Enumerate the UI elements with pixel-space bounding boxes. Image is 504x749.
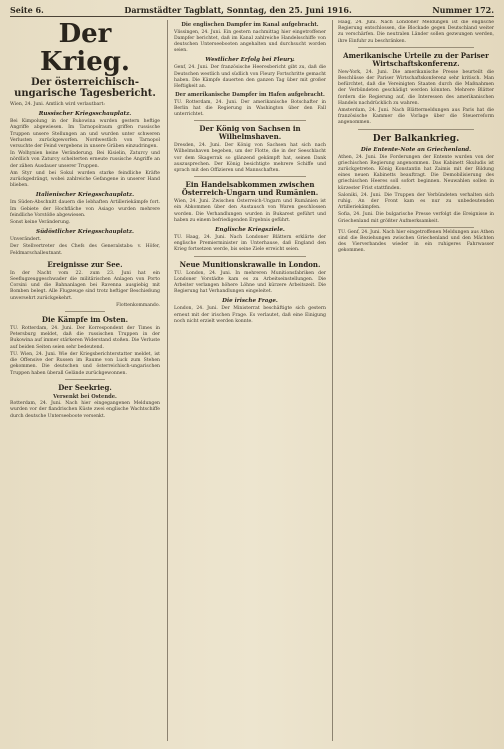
article-paragraph: TU. London, 24. Juni. In mehreren Munitionsfabriken der Londoner Vorstädte kam es zu Arbeitseinstellungen. Die Arbeiter verlangen höhere Löhne und kürzere Arbeitszeit. Die Regierung hat Verhandlungen eingeleitet. — [174, 270, 326, 295]
article-headline: Neue Munitionskrawalle in London. — [179, 259, 321, 269]
divider — [358, 129, 474, 130]
article-paragraph: Amsterdam, 24. Juni. Nach Blättermeldungen aus Paris hat die französische Kammer die Vorlage über die Steuerreform angenommen. — [338, 108, 494, 126]
article-paragraph: Saloniki, 24. Juni. Die Truppen der Verbündeten verhalten sich ruhig. An der Front kam es nur zu unbedeutenden Artilleriekämpfen. — [338, 192, 494, 211]
article-paragraph: Unverändert. — [10, 237, 42, 243]
article-paragraph: Im Süden-Abschnitt dauern die lebhaften Artilleriekämpfe fort. Im Gebiete der Hochfläche von Asiago wurden mehrere feindliche Vorstöße abgewiesen. — [10, 200, 160, 218]
column-2 — [174, 20, 326, 743]
article-headline: Der König von Sachsen in Wilhelmshaven. — [199, 124, 301, 142]
article-paragraph: Am Styr und bei Sokul wurden starke feindliche Kräfte zurückgedrängt, wobei zahlreiche Gefangene in unserer Hand blieben. — [10, 170, 160, 189]
article-signature: Flottenkommando. — [116, 302, 160, 308]
divider — [358, 47, 474, 48]
article-paragraph: Bei Kimpolung in der Bukowina wurden gestern heftige Angriffe abgewiesen. Im Tarnopolraum griffen russische Truppen unsere Stellungen an und wurden unter schweren Verlusten zurückgeworfen. Nordwestlich von Tarnopol versuchte der Feind vergebens in unsere Gräben einzudringen. — [10, 119, 160, 150]
article-paragraph: Rotterdam, 24. Juni. Nach hier eingegangenen Meldungen wurden vor der flandrischen Küste zwei englische Wachtschiffe durch deutsche Unterseeboote versenkt. — [10, 401, 160, 419]
article-paragraph: TU. Rotterdam, 24. Juni. Der amerikanische Botschafter in Berlin hat die Regierung in Washington über den Fall unterrichtet. — [174, 99, 326, 118]
article-paragraph: TU. Genf, 24. Juni. Nach hier eingetroffenen Meldungen aus Athen sind die Beziehungen zwischen Griechenland und den Mächten des Vierverbandes wieder in ein ruhigeres Fahrwasser gekommen. — [338, 229, 494, 254]
divider — [65, 311, 105, 312]
article-paragraph: Haag, 24. Juni. Nach Londoner Meldungen ist die englische Regierung entschlossen, die Blockade gegen Deutschland weiter zu verschärfen. Die neutralen Länder sollen gezwungen werden, ihre Einfuhr zu beschränken. — [338, 20, 494, 44]
article-paragraph: Sonst keine Veränderung. — [10, 220, 71, 226]
article-paragraph: Dresden, 24. Juni. Der König von Sachsen hat sich nach Wilhelmshaven begeben, um der Flotte, die in der Seeschlacht vor dem Skagerrak so glänzend gekämpft hat, seinen Dank auszusprechen. Der König besichtigte mehrere Schiffe und sprach mit den Offizieren und Mannschaften. — [174, 143, 326, 174]
article-paragraph: In der Nacht vom 22. zum 23. Juni hat ein Seeflugzeuggeschwader die militärischen Anlagen von Porto Corsini und die Bahnanlagen bei Ravenna ausgiebig mit Bomben belegt. Alle Flugzeuge sind trotz heftiger Beschießung unversehrt zurückgekehrt. — [10, 270, 160, 301]
sub-headline: Der österreichisch-ungarische Tagesbericht. — [14, 77, 156, 99]
article-paragraph: Sofia, 24. Juni. Die bulgarische Presse verfolgt die Ereignisse in Griechenland mit größter Aufmerksamkeit. — [338, 212, 494, 224]
column-rule — [332, 20, 333, 741]
article-signature: Der Stellvertreter des Chefs des Generalstabs: v. Höfer, Feldmarschalleutnant. — [10, 244, 160, 256]
divider — [65, 379, 105, 380]
issue-number: Nummer 172. — [432, 5, 494, 15]
article-subheadline: Der amerikanische Dampfer im Hafen aufgebracht. — [175, 92, 325, 99]
article-subheadline: Versenkt bei Ostende. — [53, 393, 117, 400]
masthead — [10, 4, 494, 17]
article-headline: Westlicher Erfolg bei Fleury. — [205, 57, 295, 64]
article-paragraph: Vlissingen, 24. Juni. Ein gestern nachmittag hier eingetroffener Dampfer berichtet, daß im Kanal zahlreiche Handelsschiffe von deutschen Unterseebooten angehalten und durchsucht worden seien. — [174, 29, 326, 54]
article-paragraph: Wien, 24. Juni. Zwischen Österreich-Ungarn und Rumänien ist ein Abkommen über den Austausch von Waren geschlossen worden. Die Verhandlungen wurden in Bukarest geführt und haben zu einem befriedigenden Ergebnis geführt. — [174, 199, 326, 223]
divider — [194, 256, 306, 257]
article-headline: Amerikanische Urteile zu der Pariser Wirtschaftskonferenz. — [343, 50, 489, 68]
article-headline: Der Seekrieg. — [58, 382, 112, 392]
article-paragraph: TU. Wien, 24. Juni. Wie der Kriegsberichterstatter meldet, ist die Offensive der Russen im Raume von Luck zum Stehen gekommen. Die deutschen und österreichisch-ungarischen Truppen haben überall Gelände zurückgewonnen. — [10, 351, 160, 376]
article-headline: Ereignisse zur See. — [47, 259, 123, 269]
column-3 — [338, 20, 494, 743]
article-paragraph: London, 24. Juni. Der Ministerrat beschäftigte sich gestern erneut mit der irischen Frage. Es verlautet, daß eine Einigung noch nicht erzielt werden konnte. — [174, 306, 326, 324]
article-subheadline: Die englischen Dampfer im Kanal aufgebracht. — [181, 22, 319, 28]
article-paragraph: TU. Rotterdam, 24. Juni. Der Korrespondent der Times in Petersburg meldet, daß die russischen Truppen in der Bukowina auf immer stärkeren Widerstand stoßen. Die Verluste auf beiden Seiten seien sehr bedeutend. — [10, 326, 160, 350]
article-headline: Die irische Frage. — [222, 298, 278, 305]
column-1 — [10, 20, 160, 743]
main-headline: Der Krieg. — [40, 20, 130, 77]
article-paragraph: In Wolhynien keine Veränderung. Bei Kisielin, Zaturcy und nördlich von Zaturcy scheiterten erneute russische Angriffe an der zähen Ausdauer unserer Truppen. — [10, 151, 160, 169]
divider — [358, 227, 474, 228]
section-heading: Russischer Kriegsschauplatz. — [38, 111, 132, 118]
divider — [194, 176, 306, 177]
article-headline: Englische Kriegsziele. — [215, 227, 285, 234]
newspaper-dateline: Darmstädter Tagblatt, Sonntag, den 25. Juni 1916. — [124, 5, 352, 15]
divider — [194, 120, 306, 121]
article-headline: Ein Handelsabkommen zwischen Österreich-Ungarn und Rumänien. — [181, 180, 319, 198]
article-paragraph: TU. Haag, 24. Juni. Nach Londoner Blättern erklärte der englische Premierminister im Unterhause, daß England den Krieg fortsetzen werde, bis seine Ziele erreicht seien. — [174, 235, 326, 253]
section-heading: Italienischer Kriegsschauplatz. — [35, 192, 135, 199]
article-dateline: Wien, 24. Juni. Amtlich wird verlautbart: — [10, 102, 105, 107]
column-rule — [167, 20, 168, 741]
article-headline: Der Balkankrieg. — [372, 133, 460, 144]
article-subheadline: Die Entente-Note an Griechenland. — [360, 146, 472, 153]
page-number: Seite 6. — [10, 5, 44, 15]
article-paragraph: Athen, 24. Juni. Die Forderungen der Entente wurden von der griechischen Regierung angenommen. Das Kabinett Skuludis ist zurückgetreten. König Konstantin hat Zaimis mit der Bildung eines neuen Kabinetts beauftragt. Die Demobilisierung des griechischen Heeres soll sofort beginnen. Neuwahlen sollen in kürzester Frist stattfinden. — [338, 154, 494, 191]
article-paragraph: Genf, 24. Juni. Der französische Heeresbericht gibt zu, daß die Deutschen westlich und südlich von Fleury Fortschritte gemacht haben. Die Kämpfe dauerten den ganzen Tag über mit großer Heftigkeit an. — [174, 65, 326, 89]
article-headline: Die Kämpfe im Osten. — [41, 315, 129, 325]
article-paragraph: New-York, 24. Juni. Die amerikanische Presse beurteilt die Beschlüsse der Pariser Wirtschaftskonferenz sehr kritisch. Man befürchtet, daß die Vereinigten Staaten durch die Maßnahmen der Verbündeten geschädigt werden könnten. Mehrere Blätter fordern die Regierung auf, die Interessen des amerikanischen Handels nachdrücklich zu wahren. — [338, 69, 494, 106]
section-heading: Südöstlicher Kriegsschauplatz. — [36, 229, 134, 236]
